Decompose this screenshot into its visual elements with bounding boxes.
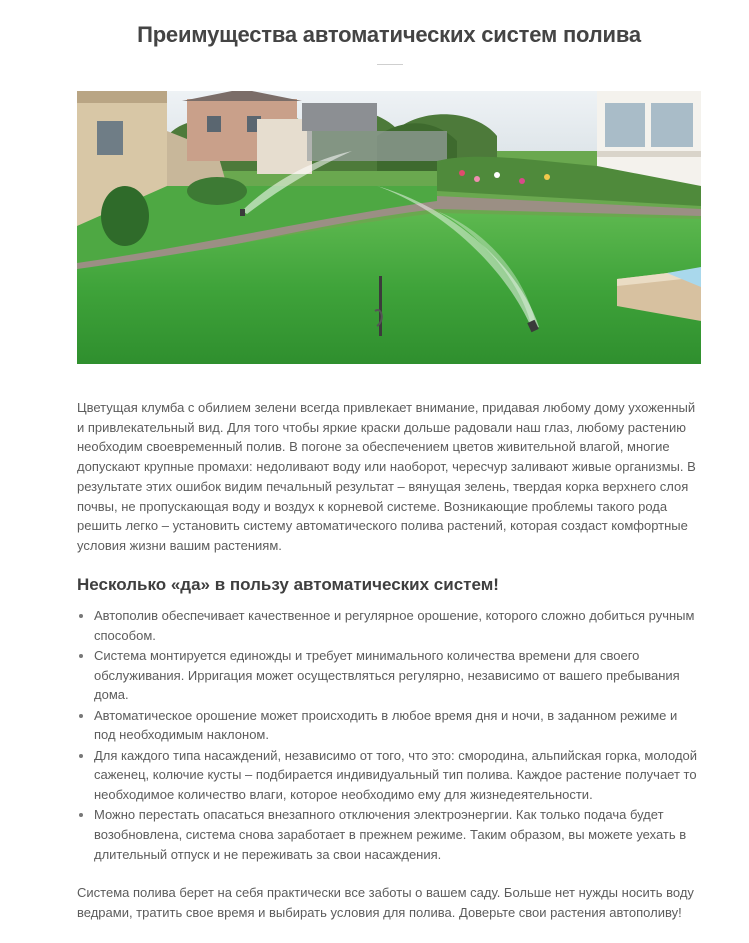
bullet-icon bbox=[79, 714, 83, 718]
benefit-text: Система монтируется единожды и требует минимального количества времени для своего обслуживания. Ирригация может осуществляться регулярно, независимо от вашего пребывания дома. bbox=[94, 648, 680, 703]
article-title: Преимущества автоматических систем полива bbox=[137, 22, 641, 47]
bullet-icon bbox=[79, 654, 83, 658]
benefit-text: Автоматическое орошение может происходить в любое время дня и ночи, в заданном режиме и под необходимым наклоном. bbox=[94, 707, 678, 743]
benefits-heading: Несколько «да» в пользу автоматических систем! bbox=[77, 575, 499, 594]
bullet-icon bbox=[79, 614, 83, 618]
benefits-list bbox=[77, 606, 701, 865]
list-item bbox=[77, 646, 701, 705]
benefit-text: Для каждого типа насаждений, независимо от того, что это: смородина, альпийская горка, молодой саженец, колючие кусты – подбирается индивидуальный тип полива. Каждое растение получает то необходимое количество влаги, которое необходимо ему для жизнедеятельности. bbox=[94, 747, 698, 803]
bullet-icon bbox=[79, 813, 83, 817]
list-item bbox=[77, 746, 701, 805]
sprinkler-lawn-illustration bbox=[77, 91, 701, 364]
bullet-icon bbox=[79, 754, 83, 758]
benefit-text: Можно перестать опасаться внезапного отключения электроэнергии. Как только подача будет возобновлена, система снова заработает в прежнем режиме. Таким образом, вы можете уехать в длительный отпуск и не переживать за свои насаждения. bbox=[94, 807, 687, 862]
list-item bbox=[77, 805, 701, 864]
hero-image bbox=[77, 91, 701, 364]
benefit-text: Автополив обеспечивает качественное и регулярное орошение, которого сложно добиться ручным способом. bbox=[94, 608, 695, 643]
intro-paragraph: Цветущая клумба с обилием зелени всегда привлекает внимание, придавая любому дому ухоженный и привлекательный вид. Для того чтобы яркие краски дольше радовали наш глаз, любому растению необходим своевременный полив. В погоне за обеспечением цветов живительной влагой, многие допускают крупные промахи: недоливают воду или наоборот, чересчур заливают живые организмы. В результате этих ошибок видим печальный результат – вянущая зелень, твердая корка верхнего слоя почвы, не пропускающая воду и воздух к корневой системе. Возникающие проблемы такого рода решить легко – установить систему автоматического полива растений, которая создаст комфортные условия жизни вашим растениям. bbox=[77, 400, 696, 553]
title-divider bbox=[377, 64, 403, 65]
list-item bbox=[77, 706, 701, 745]
closing-paragraph: Система полива берет на себя практически все заботы о вашем саду. Больше нет нужды носить воду ведрами, тратить свое время и выбирать условия для полива. Доверьте свои растения автополиву! bbox=[77, 885, 694, 920]
list-item bbox=[77, 606, 701, 645]
